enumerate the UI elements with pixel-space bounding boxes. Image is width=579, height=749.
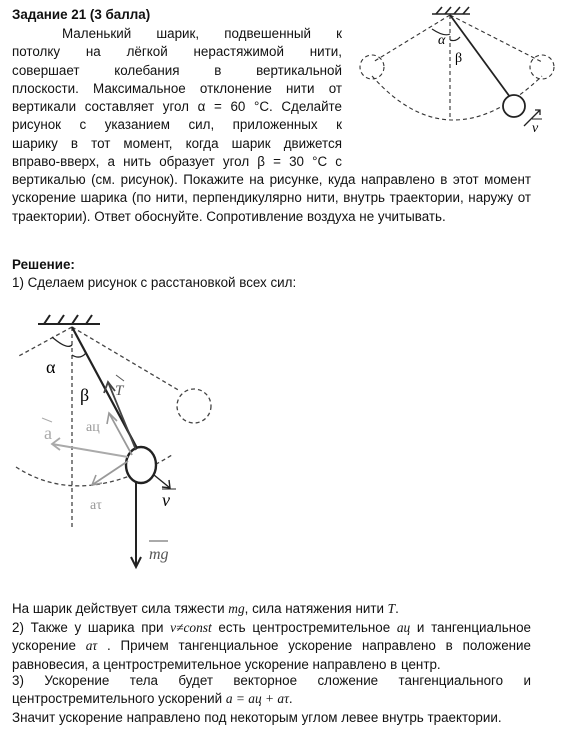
text-run: .	[395, 601, 399, 616]
text-run: 3) Ускорение тела будет векторное сложение тангенциального и центростремительного ускорений	[12, 673, 531, 707]
beta-label: β	[80, 385, 90, 405]
formula-T: T	[387, 601, 396, 616]
tangential-acceleration-label: aτ	[90, 498, 102, 513]
task-paragraph-rest: вертикалью (см. рисунок). Покажите на рисунке, куда направлено в этот момент ускорение шарика (по нити, перпендикулярно нити, внутрь траектории, наружу от траектории). Ответ обоснуйте. Сопротивление воздуха не учитывать.	[12, 172, 531, 224]
pendulum-figure-task	[352, 4, 574, 146]
pendulum-figure-forces	[12, 305, 262, 595]
task-line: вправо-вверх, а нить образует угол β = 30 °С с	[12, 154, 342, 170]
acceleration-vector	[52, 444, 128, 457]
task-line: вертикали составляет угол α = 60 °С. Сделайте	[12, 99, 342, 115]
ball-left-extreme	[360, 55, 384, 79]
conclusion-paragraph: Значит ускорение направлено под некоторым углом левее внутрь траектории.	[12, 710, 502, 725]
solution-heading: Решение:	[12, 257, 75, 272]
centripetal-acceleration-label: aц	[86, 420, 100, 435]
task-line: плоскости. Максимальное отклонение нити от	[12, 80, 342, 96]
step2-paragraph	[12, 619, 531, 674]
step2-rest	[12, 637, 531, 674]
formula-v-not-const: v≠const	[170, 620, 212, 635]
acceleration-label: a	[44, 423, 52, 443]
formula-acceleration-sum: a = aц + aτ	[225, 691, 289, 707]
formula-mg: mg	[228, 601, 245, 616]
ball-extreme-position	[177, 389, 211, 423]
alpha-label: α	[438, 33, 446, 48]
task-line: шарику в тот момент, когда шарик движется	[12, 135, 342, 151]
task-paragraph-top	[12, 25, 342, 171]
step2-line1	[12, 619, 531, 637]
text-run: и тангенциальное	[410, 620, 532, 635]
alpha-label: α	[46, 357, 56, 377]
text-run: ускорение	[12, 638, 86, 654]
velocity-label: v	[532, 121, 539, 136]
velocity-vector	[154, 475, 170, 488]
beta-label: β	[455, 51, 463, 66]
task-title: Задание 21 (3 балла)	[12, 7, 151, 22]
text-run: . Причем тангенциальное ускорение направлено в положение равновесия, а центростремительное ускорение направлено в центр.	[12, 638, 531, 672]
text-run: .	[288, 691, 293, 707]
text-run: На шарик действует сила тяжести	[12, 601, 229, 616]
task-line: рисунок с указанием сил, приложенных к	[12, 117, 342, 133]
formula-a-tau: aτ	[85, 638, 98, 654]
forces-sentence	[12, 601, 399, 617]
formula-a-c: aц	[396, 620, 411, 635]
tension-label: T	[115, 383, 124, 399]
step3-paragraph	[12, 672, 531, 709]
task-line: совершает колебания в вертикальной	[12, 62, 342, 78]
solution-step1: 1) Сделаем рисунок с расстановкой всех сил:	[12, 275, 297, 290]
gravity-label: mg	[149, 546, 169, 563]
velocity-label: v	[162, 490, 170, 510]
task-line: Маленький шарик, подвешенный к	[62, 26, 342, 41]
text-run: 2) Также у шарика при	[12, 620, 171, 635]
ball	[503, 95, 525, 117]
text-run: , сила натяжения нити	[244, 601, 388, 616]
task-line: потолку на лёгкой нерастяжимой нити,	[12, 44, 342, 60]
ball-right-extreme	[530, 55, 554, 79]
text-run: есть центростремительное	[211, 620, 397, 635]
